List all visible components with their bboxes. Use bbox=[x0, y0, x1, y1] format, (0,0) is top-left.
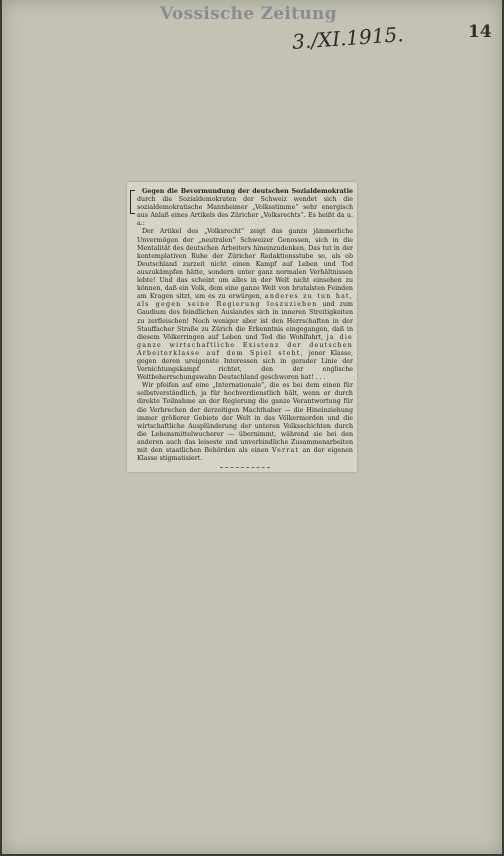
clipping-emphasis: Verrat bbox=[271, 447, 300, 454]
clipping-headline: Gegen die Bevormundung der deutschen Sozialdemokratie bbox=[142, 188, 353, 195]
clipping-text: an der eigenen Klasse stigmatisiert. bbox=[137, 447, 353, 463]
clipping-emphasis: ja die ganze wirtschaftliche Existenz der deutschen Arbeiterklasse auf dem Spiel steht, bbox=[137, 333, 353, 357]
clipping-paragraph-2 bbox=[137, 382, 353, 463]
clipping-text: Der Artikel des „Volksrecht“ zeigt das ganze jämmerliche Unvermögen der „neutralen“ Schweizer Genossen, sich in die Mentalität des deutschen Arbeiters hineinzudenken. Das tut in der kontemplativen Ruhe der Züricher Redaktionsstube so, als ob Deutschland zurzeit nicht einen Kampf auf Leben und Tod auszukämpfen hätte, sondern unter ganz normalen Verhältnissen lebte! Und das scheint um alles in der Welt nicht einsehen zu können, daß ein Volk, dem eine ganze Welt von brutalsten Feinden am Kragen sitzt, um es zu erwürgen, bbox=[137, 228, 353, 301]
document-sheet bbox=[2, 0, 502, 854]
clipping-intro-text: durch die Sozialdemokraten der Schweiz wendet sich die sozialdemokratische Mannheimer „Volksstimme“ sehr energisch aus Anlaß eines Artikels des Züricher „Volksrechts“. Es heißt da u. a.: bbox=[137, 196, 353, 228]
clipping-text: jener Klasse, gegen deren ureigenste Interessen sich in gerader Linie der Vernichtungskampf richtet, den der englische Weltbeherrschungswahn Deutschland geschworen hat! . . . bbox=[137, 349, 353, 382]
clipping-text: und zum Gaudium des feindlichen Auslandes sich in inneren Streitigkeiten zu zerfleischen! Noch weniger aber ist den Herrschaften in der Stauffacher Straße zu Zürich die Erkenntnis eingegangen, daß in diesem Völkerringen auf Leben und Tod die Wohlfahrt, bbox=[137, 301, 353, 341]
end-rule-divider bbox=[220, 467, 270, 468]
page-number: 14 bbox=[468, 22, 492, 42]
clipping-text: Wir pfeifen auf eine „Internationale“, die es bei dem einen für selbstverständlich, ja für hochverdienstlich hält, wenn er durch direkte Teilnahme an der Regierung die ganze Verantwortung für die Verbrechen der derzeitigen Machthaber — die Hineinziehung immer größerer Gebiete der Welt in das Völkermorden und die wirtschaftliche Ausplünderung der unteren Volksschichten durch die Lebensmittelwucherer — übernimmt, während sie bei den anderen auch das leiseste und unverbindliche Zusammenarbeiten mit den staatlichen Behörden als einen bbox=[137, 382, 353, 454]
clipping-paragraph-intro bbox=[137, 188, 353, 228]
margin-bracket-mark bbox=[130, 190, 135, 214]
handwritten-date: 3./XI.1915. bbox=[291, 22, 405, 54]
newspaper-stamp: Vossische Zeitung bbox=[160, 4, 337, 24]
newspaper-clipping bbox=[127, 182, 357, 472]
clipping-paragraph-1 bbox=[137, 228, 353, 382]
clipping-emphasis: anderes zu tun hat, als gegen seine Regierung loszuziehen bbox=[137, 293, 353, 309]
